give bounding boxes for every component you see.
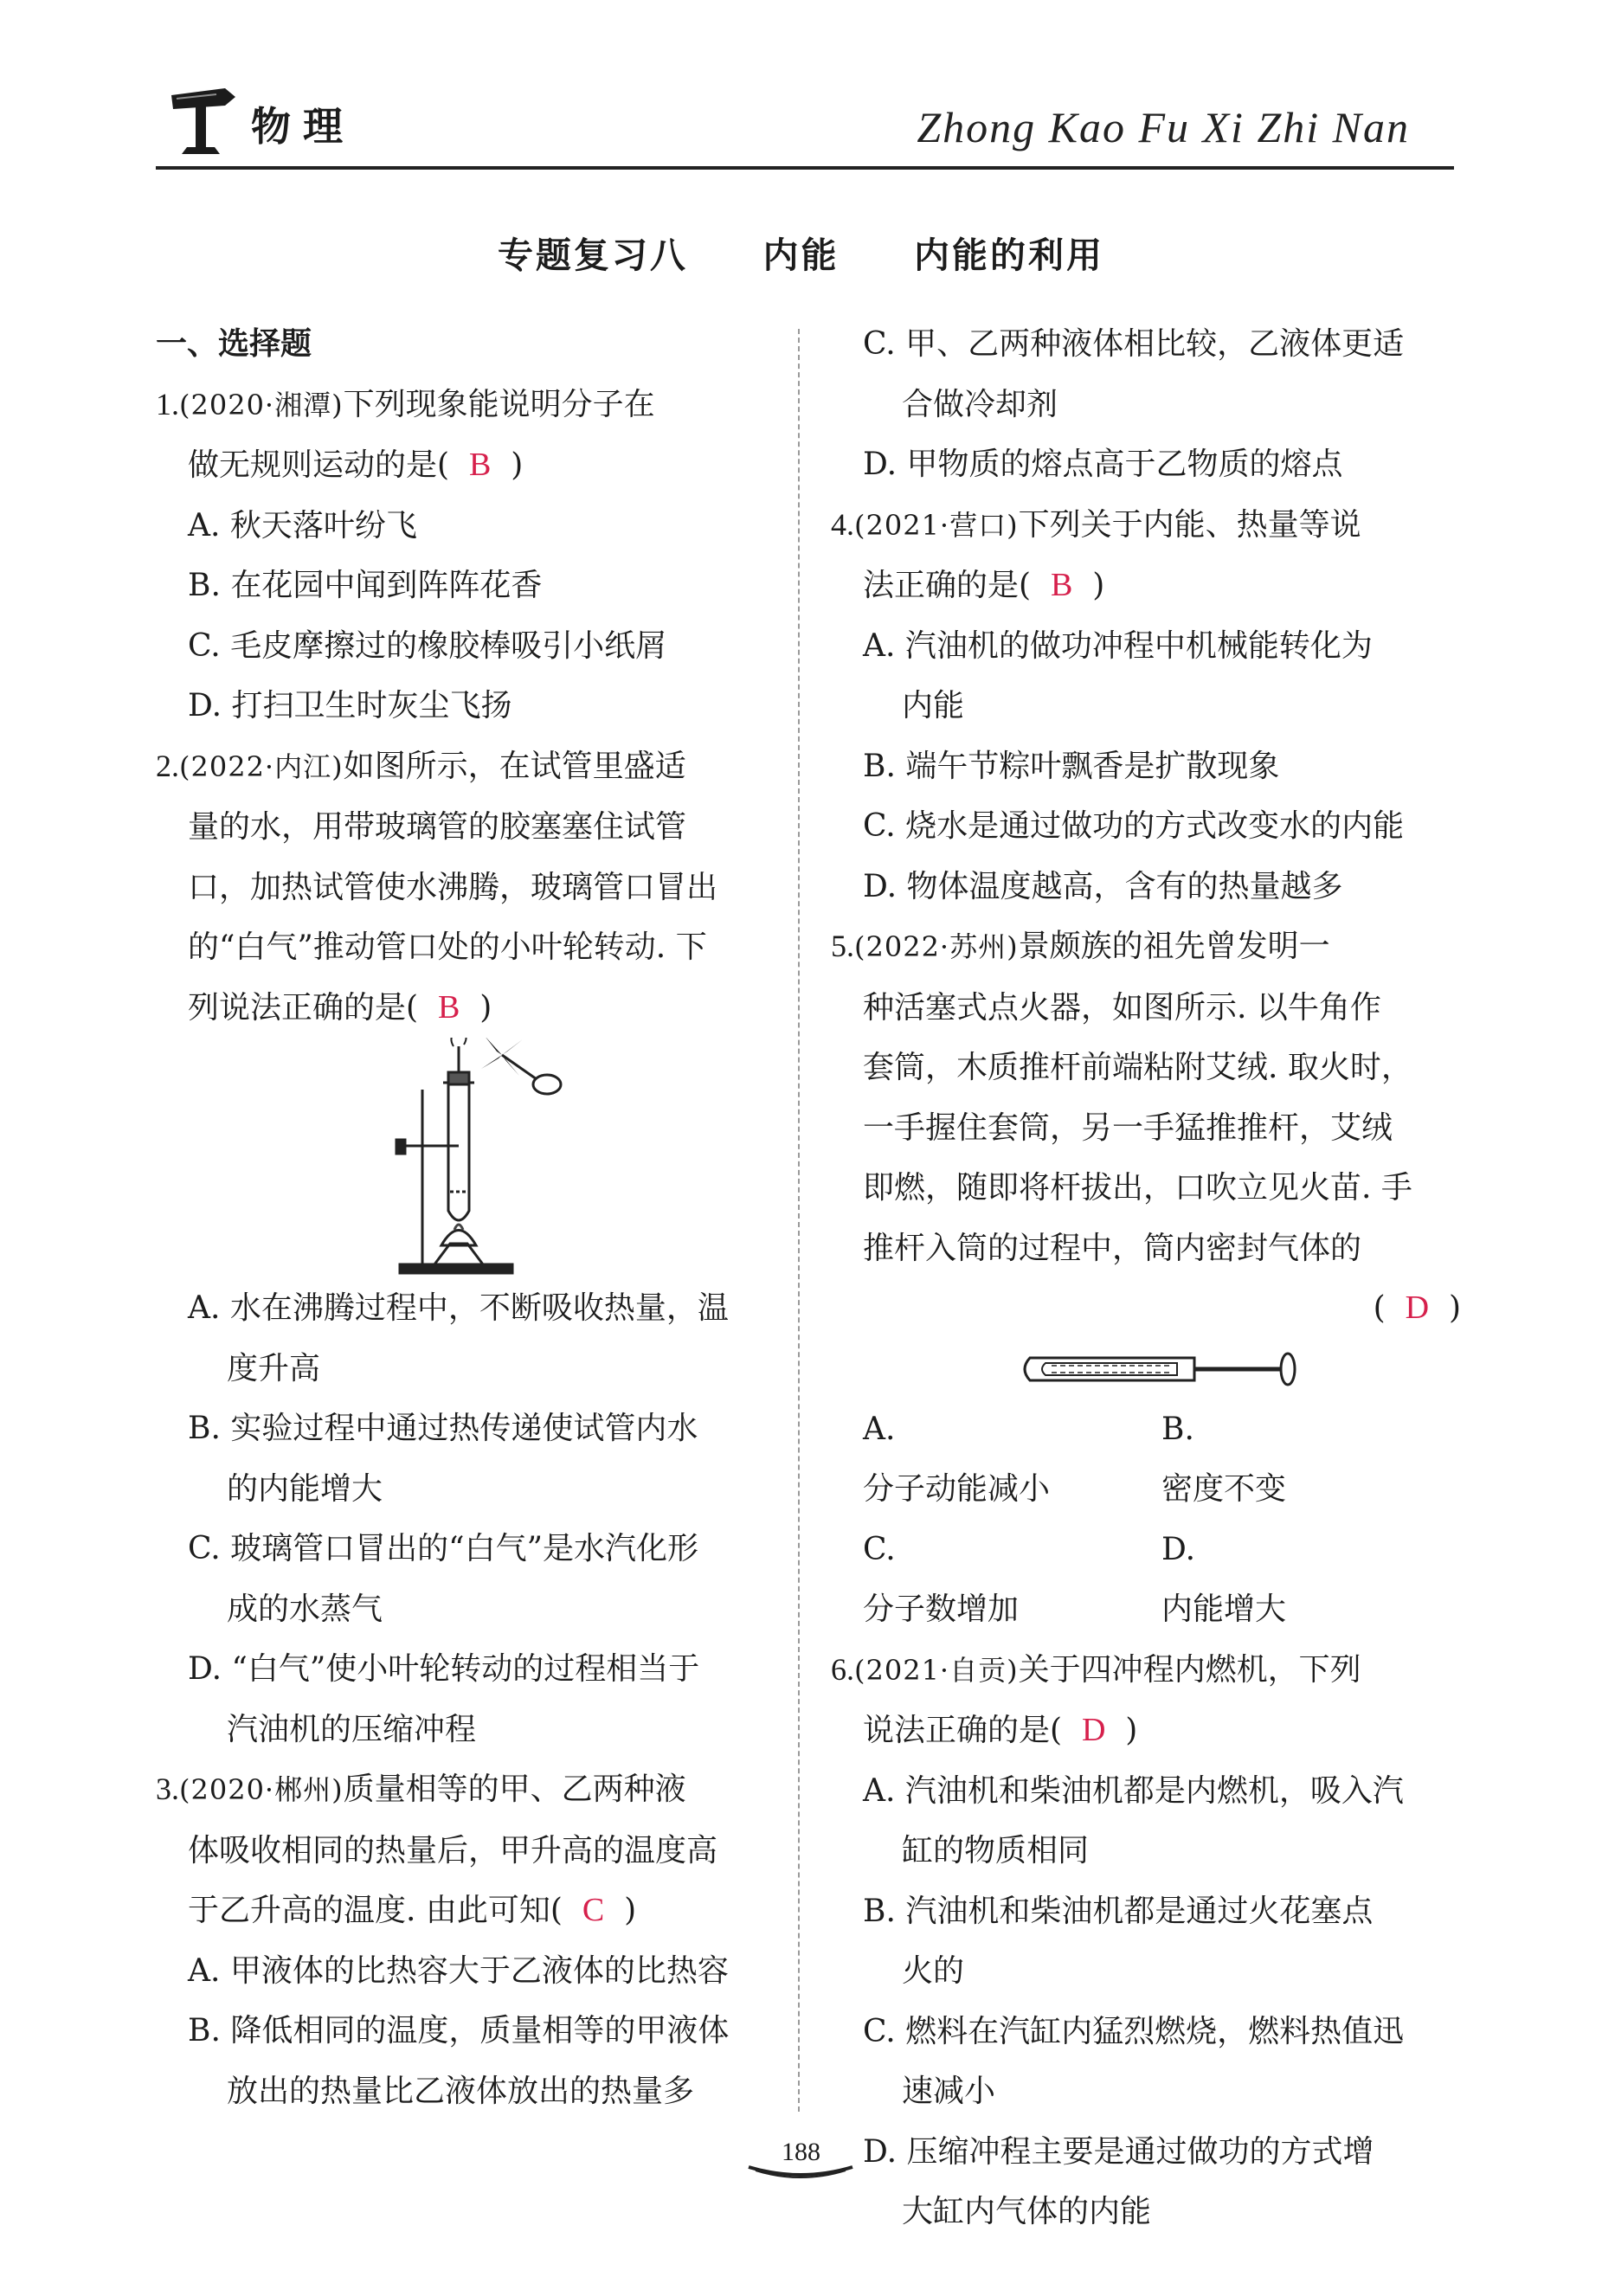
- question-4: 4.(2021·营口)下列关于内能、热量等说 法正确的是( B ) A. 汽油机的做功冲程中机械能转化为 内能 B. 端午节粽叶飘香是扩散现象 C. 烧水是通过做功的方式改变水的内能 D. 物体温度越高，含有的热量越多: [831, 495, 1461, 917]
- option-c: C. 玻璃管口冒出的“白气”是水汽化形: [188, 1531, 698, 1566]
- question-stem-line: 种活塞式点火器，如图所示. 以牛角作: [863, 989, 1381, 1026]
- option-a: A. 汽油机和柴油机都是内燃机，吸入汽: [863, 1772, 1404, 1809]
- question-2: 2.(2022·内江)如图所示，在试管里盛适 量的水，用带玻璃管的胶塞塞住试管 口，加热试管使水沸腾，玻璃管口冒出 的“白气”推动管口处的小叶轮转动. 下 列说法正确的是( B ) A. 水在沸腾过程中，不断吸收热量，温 度升高 B. 实验过程中通过热传递使试管内水 的内能增大 C. 玻璃管口冒出的“白气”是水汽化形 成的水蒸气 D. “白气”使小叶轮转动的过程相当于 汽油机的压缩冲程: [156, 736, 766, 1760]
- header-rule: [156, 166, 1454, 170]
- question-stem-line: 下列关于内能、热量等说: [1018, 506, 1361, 543]
- book-series-pinyin: Zhong Kao Fu Xi Zhi Nan: [917, 103, 1410, 151]
- question-stem-line: 即燃，随即将杆拔出，口吹立见火苗. 手: [863, 1170, 1412, 1206]
- option-d: D. 压缩冲程主要是通过做功的方式增: [863, 2133, 1374, 2170]
- page-title: 专题复习八 内能 内能的利用: [497, 235, 1105, 276]
- left-column: [156, 314, 766, 2121]
- option-a: A. 分子动能减小: [863, 1411, 1051, 1507]
- question-number: 6.: [831, 1651, 854, 1687]
- question-stem-line: 质量相等的甲、乙两种液: [343, 1772, 686, 1807]
- question-source: (2022·内江): [179, 749, 344, 783]
- answer-letter: B: [468, 447, 492, 483]
- question-stem-line: 一手握住套筒，另一手猛推推杆，艾绒: [863, 1109, 1393, 1146]
- answer-bracket: ( D ): [1373, 1289, 1461, 1326]
- question-stem-line: 法正确的是: [863, 568, 1020, 603]
- question-1: [156, 375, 766, 736]
- answer-bracket: ( B ): [406, 988, 492, 1026]
- option-b: B. 在花园中闻到阵阵花香: [188, 568, 543, 603]
- question-stem-line: 口，加热试管使水沸腾，玻璃管口冒出: [188, 869, 718, 905]
- subject-label: 物理: [251, 103, 355, 150]
- option-a: A. 秋天落叶纷飞: [188, 507, 417, 543]
- option-b: B. 汽油机和柴油机都是通过火花塞点: [863, 1893, 1374, 1929]
- question-stem-line: 列说法正确的是: [188, 989, 407, 1026]
- question-stem-line: 景颇族的祖先曾发明一: [1018, 929, 1330, 964]
- question-number: 1.: [156, 386, 179, 421]
- test-tube-pinwheel-figure: [156, 1038, 766, 1278]
- option-b: B. 端午节粽叶飘香是扩散现象: [863, 748, 1280, 784]
- question-3-continued: C. 甲、乙两种液体相比较，乙液体更适 合做冷却剂 D. 甲物质的熔点高于乙物质的熔点: [831, 314, 1461, 495]
- question-stem-line: 下列现象能说明分子在: [343, 386, 655, 422]
- option-d: D. 甲物质的熔点高于乙物质的熔点: [863, 447, 1343, 482]
- option-c: C. 分子数增加: [863, 1531, 1020, 1627]
- option-d: D. 物体温度越高，含有的热量越多: [863, 868, 1343, 904]
- signpost-logo-icon: [164, 80, 242, 158]
- column-divider: [798, 329, 800, 2112]
- option-d: D. 打扫卫生时灰尘飞扬: [188, 688, 512, 724]
- answer-letter: C: [582, 1892, 605, 1928]
- right-column: [831, 314, 1461, 2242]
- answer-bracket: ( B ): [1019, 567, 1105, 603]
- answer-letter: D: [1405, 1289, 1430, 1326]
- question-source: (2021·营口): [854, 508, 1019, 542]
- question-stem-line: 体吸收相同的热量后，甲升高的温度高: [188, 1832, 718, 1868]
- option-a: A. 汽油机的做功冲程中机械能转化为: [863, 627, 1373, 664]
- question-source: (2020·郴州): [179, 1773, 344, 1806]
- question-number: 2.: [156, 748, 179, 783]
- page-number: 188: [782, 2138, 820, 2166]
- answer-letter: B: [437, 988, 460, 1026]
- option-c: C. 燃料在汽缸内猛烈燃烧，燃料热值迅: [863, 2013, 1405, 2049]
- question-stem-line: 量的水，用带玻璃管的胶塞塞住试管: [188, 809, 687, 845]
- option-d: D. 内能增大: [1161, 1531, 1287, 1627]
- question-6: 6.(2021·自贡)关于四冲程内燃机，下列 说法正确的是( D ) A. 汽油机和柴油机都是内燃机，吸入汽 缸的物质相同 B. 汽油机和柴油机都是通过火花塞点 火的 C. 燃料在汽缸内猛烈燃烧，燃料热值迅 速减小 D. 压缩冲程主要是通过做功的方式增 大缸内气体的内能: [831, 1640, 1461, 2242]
- question-stem-line: 的“白气”推动管口处的小叶轮转动. 下: [188, 929, 707, 965]
- question-source: (2020·湘潭): [179, 388, 344, 421]
- option-c: C. 烧水是通过做功的方式改变水的内能: [863, 808, 1405, 844]
- option-b: B. 实验过程中通过热传递使试管内水: [188, 1411, 698, 1446]
- question-stem-line: 如图所示，在试管里盛适: [343, 748, 686, 784]
- question-stem-line: 做无规则运动的是: [188, 447, 438, 483]
- question-number: 4.: [831, 506, 854, 542]
- option-d: D. “白气”使小叶轮转动的过程相当于: [188, 1651, 700, 1687]
- option-c: C. 甲、乙两种液体相比较，乙液体更适: [863, 326, 1405, 362]
- question-source: (2021·自贡): [854, 1653, 1019, 1687]
- question-stem-line: 套筒，木质推杆前端粘附艾绒. 取火时，: [863, 1050, 1412, 1085]
- answer-bracket: ( D ): [1050, 1712, 1138, 1748]
- question-stem-line: 关于四冲程内燃机，下列: [1018, 1651, 1361, 1688]
- answer-bracket: ( B ): [437, 447, 524, 483]
- question-3: 3.(2020·郴州)质量相等的甲、乙两种液 体吸收相同的热量后，甲升高的温度高 于乙升高的温度. 由此可知( C ) A. 甲液体的比热容大于乙液体的比热容 B. 降低相同的温度，质量相等的甲液体 放出的热量比乙液体放出的热量多: [156, 1759, 766, 2121]
- answer-bracket: ( C ): [550, 1892, 637, 1928]
- piston-fire-starter-figure: [831, 1339, 1461, 1399]
- answer-letter: B: [1050, 567, 1073, 603]
- option-a: A. 水在沸腾过程中，不断吸收热量，温: [188, 1290, 729, 1326]
- option-b: B. 降低相同的温度，质量相等的甲液体: [188, 2013, 730, 2048]
- question-stem-line: 于乙升高的温度. 由此可知: [188, 1893, 550, 1928]
- section-heading: 一、选择题: [156, 326, 312, 362]
- answer-letter: D: [1081, 1712, 1106, 1748]
- option-b: B. 密度不变: [1161, 1411, 1287, 1507]
- question-stem-line: 推杆入筒的过程中，筒内密封气体的: [863, 1230, 1362, 1266]
- question-stem-line: 说法正确的是: [863, 1713, 1051, 1748]
- question-source: (2022·苏州): [854, 930, 1019, 963]
- question-number: 5.: [831, 929, 854, 963]
- option-c: C. 毛皮摩擦过的橡胶棒吸引小纸屑: [188, 627, 667, 664]
- question-number: 3.: [156, 1772, 179, 1806]
- option-a: A. 甲液体的比热容大于乙液体的比热容: [188, 1952, 729, 1989]
- question-5: [831, 916, 1461, 1640]
